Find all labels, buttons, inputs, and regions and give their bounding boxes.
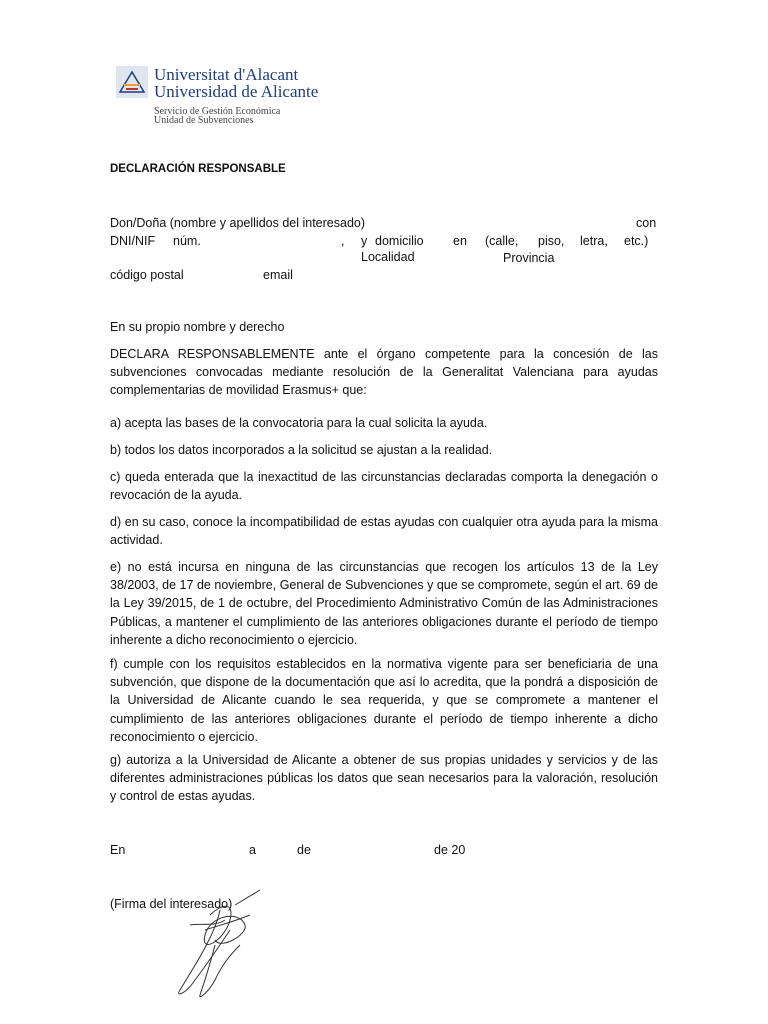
clause-a: a) acepta las bases de la convocatoria para la cual solicita la ayuda. — [110, 416, 488, 430]
con-label: con — [636, 216, 657, 230]
clause-f: f) cumple con los requisitos establecidos en la normativa vigente para ser beneficiaria de una subvención, que dispone de la documentación que así lo acredita, que la pondrá a disposición de la Universidad de Alicante cuando le sea requerida, y que se compromete a mantener el cumplimiento de las anteriores obligaciones durante el período de tiempo inherente a dicho reconocimiento o ejercicio. — [110, 657, 658, 744]
piso-label: piso, — [538, 234, 565, 248]
dni-label: DNI/NIF — [110, 234, 156, 248]
num-label: núm. — [173, 234, 201, 248]
date-year-label: de 20 — [434, 843, 466, 857]
unit-name: Unidad de Subvenciones — [154, 115, 254, 126]
comma-text: , — [341, 234, 345, 248]
place-en-label: En — [110, 843, 126, 857]
clause-b: b) todos los datos incorporados a la solicitud se ajustan a la realidad. — [110, 443, 493, 457]
clause-c: c) queda enterada que la inexactitud de las circunstancias declaradas comporta la denegación o revocación de la ayuda. — [110, 470, 658, 503]
email-label: email — [263, 268, 293, 282]
provincia-label: Provincia — [503, 251, 555, 265]
calle-label: (calle, — [485, 234, 519, 248]
name-label: Don/Doña (nombre y apellidos del interesado) — [110, 216, 366, 230]
etc-label: etc.) — [624, 234, 649, 248]
declara-paragraph: DECLARA RESPONSABLEMENTE ante el órgano competente para la concesión de las subvenciones convocadas mediante resolución de la Generalitat Valenciana para ayudas complementarias de movilidad Erasmus+ que: — [110, 347, 658, 398]
university-logo-icon — [116, 66, 148, 98]
clause-g: g) autoriza a la Universidad de Alicante a obtener de sus propias unidades y servicios y de las diferentes administraciones públicas los datos que sean necesarios para la valoración, resolución y control de estas ayudas. — [110, 753, 658, 804]
own-name-text: En su propio nombre y derecho — [110, 320, 285, 334]
handwritten-signature-icon — [160, 885, 280, 1005]
date-a-label: a — [249, 843, 256, 857]
university-name-es: Universidad de Alicante — [154, 82, 319, 101]
document-title: DECLARACIÓN RESPONSABLE — [110, 163, 286, 175]
codigo-postal-label: código postal — [110, 268, 184, 282]
university-name-ca: Universitat d'Alacant — [154, 65, 299, 84]
y-text: y — [361, 234, 368, 248]
signature-label: (Firma del interesado) — [110, 897, 233, 911]
letra-label: letra, — [580, 234, 608, 248]
localidad-label: Localidad — [361, 250, 415, 264]
date-de-label: de — [297, 843, 311, 857]
clause-e: e) no está incursa en ninguna de las circunstancias que recogen los artículos 13 de la Ley 38/2003, de 17 de noviembre, General de Subvenciones y que se compromete, según el art. 69 de la Ley 39/2015, de 1 de octubre, del Procedimiento Administrativo Común de las Administraciones Públicas, a mantener el cumplimiento de las anteriores obligaciones durante el período de tiempo inherente a dicho reconocimiento o ejercicio. — [110, 560, 658, 647]
service-name: Servicio de Gestión Económica — [154, 106, 281, 117]
en-text: en — [453, 234, 467, 248]
clause-d: d) en su caso, conoce la incompatibilidad de estas ayudas con cualquier otra ayuda para la misma actividad. — [110, 515, 658, 548]
domicilio-label: domicilio — [375, 234, 424, 248]
